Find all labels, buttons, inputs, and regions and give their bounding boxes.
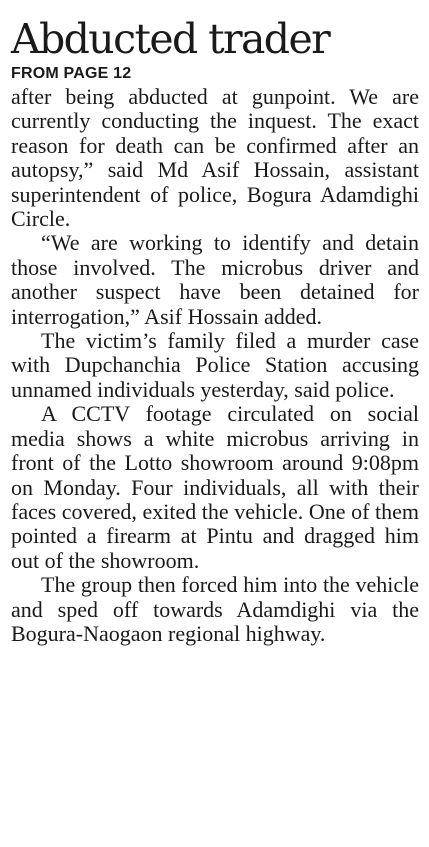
article-paragraph-2: “We are working to identify and detain those involved. The microbus driver and another suspect have been detained for interrogation,” Asif Hossain added. bbox=[11, 230, 419, 329]
article-paragraph-5: The group then forced him into the vehicle and sped off towards Adamdighi via the Bogura-Naogaon regional highway. bbox=[11, 572, 419, 646]
article-paragraph-3: The victim’s family filed a murder case with Dupchanchia Police Station accusing unnamed individuals yesterday, said police. bbox=[11, 328, 419, 402]
article-headline: Abducted trader bbox=[11, 15, 330, 63]
article-paragraph-4: A CCTV footage circulated on social media shows a white microbus arriving in front of the Lotto showroom around 9:08pm on Monday. Four individuals, all with their faces covered, exited the vehicle. One of them pointed a firearm at Pintu and dragged him out of the showroom. bbox=[11, 401, 419, 573]
news-article bbox=[11, 14, 419, 646]
article-paragraph-1: after being abducted at gunpoint. We are currently conducting the inquest. The exact reason for death can be confirmed after an autopsy,” said Md Asif Hossain, assistant superintendent of police, Bogura Adamdighi Circle. bbox=[11, 84, 419, 232]
continued-from-label: FROM PAGE 12 bbox=[11, 65, 132, 82]
